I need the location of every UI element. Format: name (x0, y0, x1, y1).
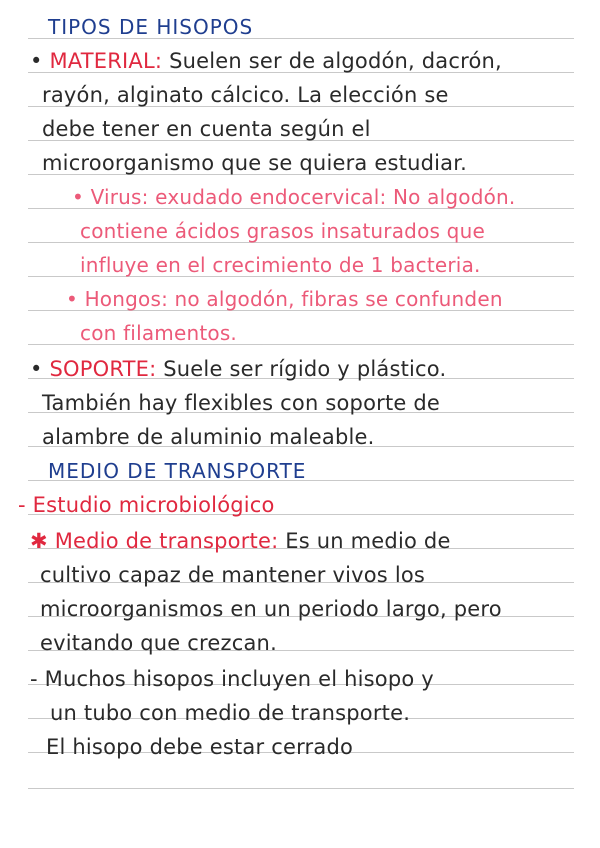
notes-line-1: - Muchos hisopos incluyen el hisopo y (30, 667, 434, 691)
virus-note-line-1 (72, 182, 515, 212)
medio-line-4: evitando que crezcan. (40, 631, 277, 655)
material-line-3: debe tener en cuenta según el (42, 117, 371, 141)
material-line-2: rayón, alginato cálcico. La elección se (42, 83, 449, 107)
bullet-dot: • (66, 287, 78, 311)
soporte-text: Suele ser rígido y plástico. (163, 357, 447, 381)
bullet-dot: • (30, 49, 43, 73)
hongos-note-line-1 (66, 284, 503, 314)
rule-line (28, 788, 574, 789)
virus-note-line-2: contiene ácidos grasos insaturados que (80, 219, 485, 243)
soporte-line-2: También hay flexibles con soporte de (42, 391, 441, 415)
virus-note-line-3: influye en el crecimiento de 1 bacteria. (80, 253, 481, 277)
section-heading-medio-de-transporte: MEDIO DE TRANSPORTE (48, 459, 307, 483)
material-line-4: microorganismo que se quiera estudiar. (42, 151, 467, 175)
virus-note-text: Virus: exudado endocervical: No algodón. (90, 185, 516, 209)
material-label: MATERIAL: (49, 49, 163, 73)
notes-line-2: un tubo con medio de transporte. (50, 701, 411, 725)
material-text: Suelen ser de algodón, dacrón, (169, 49, 502, 73)
medio-line-2: cultivo capaz de mantener vivos los (40, 563, 426, 587)
bullet-dot: • (72, 185, 84, 209)
medio-label: Medio de transporte: (54, 529, 279, 553)
asterisk-icon: ✱ (30, 529, 48, 553)
soporte-label: SOPORTE: (49, 357, 157, 381)
notes-line-3: El hisopo debe estar cerrado (46, 735, 354, 759)
material-line-1 (30, 46, 502, 76)
medio-line-3: microorganismos en un periodo largo, pero (40, 597, 502, 621)
subheading-estudio-microbiologico: - Estudio microbiológico (18, 493, 275, 517)
bullet-dot: • (30, 357, 43, 381)
section-heading-tipos-de-hisopos: TIPOS DE HISOPOS (48, 15, 254, 39)
soporte-line-3: alambre de aluminio maleable. (42, 425, 375, 449)
soporte-line-1 (30, 354, 446, 384)
medio-text: Es un medio de (285, 529, 451, 553)
medio-line-1 (30, 526, 451, 556)
hongos-note-text: Hongos: no algodón, fibras se confunden (84, 287, 503, 311)
hongos-note-line-2: con filamentos. (80, 321, 237, 345)
